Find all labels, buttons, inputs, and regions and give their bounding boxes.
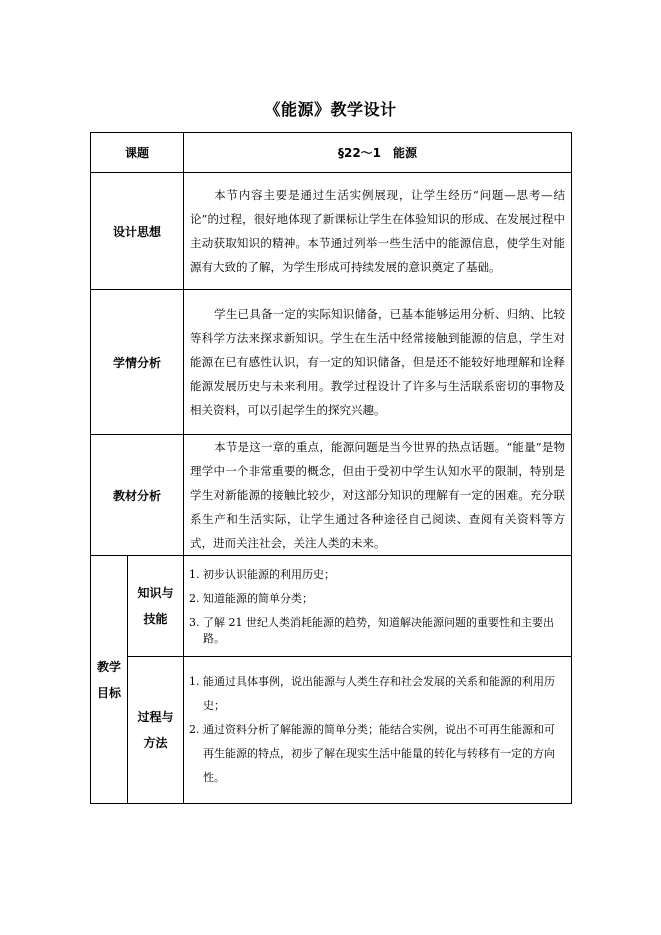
lesson-design-table [90,132,572,804]
process-methods-label-line2: 方法 [143,736,168,750]
topic-value: §22～1 能源 [184,133,572,173]
list-item-number: 1. [189,568,200,581]
list-item-text: 知道能源的简单分类； [203,592,314,605]
design-idea-row [91,173,572,290]
knowledge-skills-list [184,556,572,657]
material-analysis-text: 本节是这一章的重点，能源问题是当今世界的热点话题。“能量”是物理学中一个非常重要的概念，但由于受初中学生认知水平的限制，特别是学生对新能源的接触比较少，对这部分知识的理解有一定的困难。充分联系生产和生活实际，让学生通过各种途径自己阅读、查阅有关资料等方式，进而关注社会，关注人类的未来。 [184,435,572,556]
knowledge-skills-label-line2: 技能 [143,612,168,626]
document-title: 《能源》教学设计 [264,100,397,119]
list-item-number: 1. [189,675,200,688]
knowledge-skills-row [91,556,572,657]
list-item [189,587,565,611]
student-analysis-row [91,290,572,435]
process-methods-label [128,657,184,804]
teaching-objectives-label [91,556,128,804]
student-analysis-text: 学生已具备一定的实际知识储备，已基本能够运用分析、归纳、比较等科学方法来探求新知识。学生在生活中经常接触到能源的信息，学生对能源在已有感性认识，有一定的知识储备，但是还不能较好地理解和诠释能源发展历史与未来利用。教学过程设计了许多与生活联系密切的事物及相关资料，可以引起学生的探究兴趣。 [184,290,572,435]
student-analysis-label: 学情分析 [91,290,184,435]
list-item [189,718,565,790]
knowledge-skills-label [128,556,184,657]
material-analysis-row [91,435,572,556]
list-item-text: 初步认识能源的利用历史； [203,568,336,581]
process-methods-label-line1: 过程与 [137,710,174,724]
teaching-objectives-label-line1: 教学 [96,659,121,674]
list-item [189,611,565,649]
topic-label: 课题 [91,133,184,173]
list-item-text: 了解 21 世纪人类消耗能源的趋势，知道解决能源问题的重要性和主要出路。 [203,616,555,645]
process-methods-row [91,657,572,804]
list-item-text: 通过资料分析了解能源的简单分类；能结合实例，说出不可再生能源和可再生能源的特点，初步了解在现实生活中能量的转化与转移有一定的方向性。 [203,723,556,784]
list-item-number: 2. [189,723,200,736]
design-idea-text: 本节内容主要是通过生活实例展现，让学生经历“问题—思考—结论”的过程，很好地体现了新课标让学生在体验知识的形成、在发展过程中主动获取知识的精神。本节通过列举一些生活中的能源信息，使学生对能源有大致的了解，为学生形成可持续发展的意识奠定了基础。 [184,173,572,290]
list-item-text: 能通过具体事例，说出能源与人类生存和社会发展的关系和能源的利用历史； [203,675,556,712]
teaching-objectives-label-line2: 目标 [96,685,121,700]
list-item [189,563,565,587]
list-item [189,670,565,718]
material-analysis-label: 教材分析 [91,435,184,556]
list-item-number: 2. [189,592,200,605]
knowledge-skills-label-line1: 知识与 [137,586,174,600]
list-item-number: 3. [189,616,200,629]
design-idea-label: 设计思想 [91,173,184,290]
process-methods-list [184,657,572,804]
topic-row [91,133,572,173]
